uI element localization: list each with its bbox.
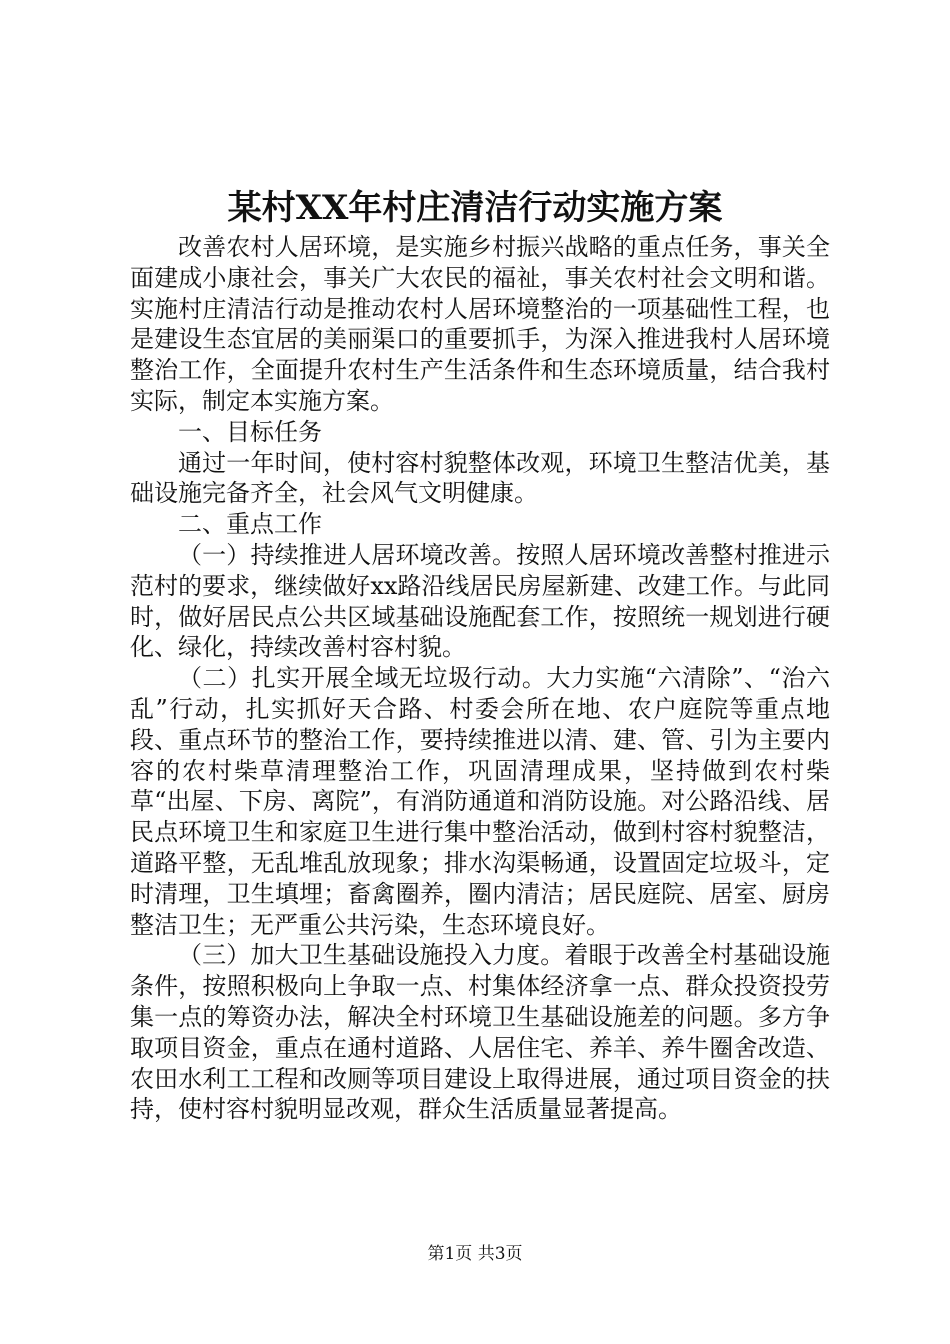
heading-key-work: 二、重点工作 (178, 510, 322, 539)
paragraph-goals: 通过一年时间，使村容村貌整体改观，环境卫生整洁优美，基础设施完备齐全，社会风气文明健康。 (130, 448, 830, 508)
paragraph-item-1: （一）持续推进人居环境改善。按照人居环境改善整村推进示范村的要求，继续做好xx路沿线居民房屋新建、改建工作。与此同时，做好居民点公共区域基础设施配套工作，按照统一规划进行硬化、绿化，持续改善村容村貌。 (130, 540, 830, 662)
paragraph-item-2: （二）扎实开展全域无垃圾行动。大力实施“六清除”、“治六乱”行动，扎实抓好天合路、村委会所在地、农户庭院等重点地段、重点环节的整治工作，要持续推进以清、建、管、引为主要内容的农村柴草清理整治工作，巩固清理成果，坚持做到农村柴草“出屋、下房、离院”，有消防通道和消防设施。对公路沿线、居民点环境卫生和家庭卫生进行集中整治活动，做到村容村貌整洁，道路平整，无乱堆乱放现象；排水沟渠畅通，设置固定垃圾斗，定时清理，卫生填埋；畜禽圈养，圈内清洁；居民庭院、居室、厨房整洁卫生；无严重公共污染，生态环境良好。 (130, 664, 830, 939)
paragraph-item-3: （三）加大卫生基础设施投入力度。着眼于改善全村基础设施条件，按照积极向上争取一点、村集体经济拿一点、群众投资投劳集一点的筹资办法，解决全村环境卫生基础设施差的问题。多方争取项目资金，重点在通村道路、人居住宅、养羊、养牛圈舍改造、农田水利工工程和改厕等项目建设上取得进展，通过项目资金的扶持，使村容村貌明显改观，群众生活质量显著提高。 (130, 941, 830, 1124)
document-title: 某村XX年村庄清洁行动实施方案 (227, 188, 723, 228)
heading-goals: 一、目标任务 (178, 417, 322, 446)
document-body (130, 232, 830, 1125)
paragraph-intro: 改善农村人居环境，是实施乡村振兴战略的重点任务，事关全面建成小康社会，事关广大农民的福祉，事关农村社会文明和谐。实施村庄清洁行动是推动农村人居环境整治的一项基础性工程，也是建设生态宜居的美丽渠口的重要抓手，为深入推进我村人居环境整治工作，全面提升农村生产生活条件和生态环境质量，结合我村实际，制定本实施方案。 (130, 233, 830, 415)
page-number-footer: 第1页 共3页 (427, 1244, 523, 1264)
